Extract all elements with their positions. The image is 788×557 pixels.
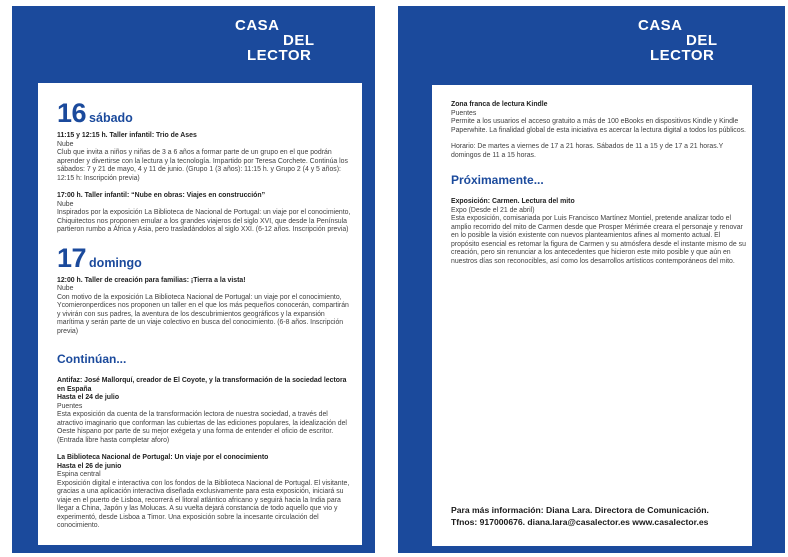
day-header-17 xyxy=(57,242,352,273)
logo-word-casa: CASA xyxy=(638,17,683,34)
exhibition-venue: Espina central xyxy=(57,471,101,478)
exhibition-title: Exposición: Carmen. Lectura del mito xyxy=(451,198,575,205)
casa-del-lector-logo xyxy=(233,18,325,63)
page-left-frame xyxy=(12,6,375,553)
day-header-16 xyxy=(57,98,352,128)
logo-word-casa: CASA xyxy=(235,17,280,34)
event-taller-nube-en-obras xyxy=(57,192,352,235)
contact-info xyxy=(451,505,741,528)
logo-word-lector: LECTOR xyxy=(247,47,312,64)
logo-word-del: DEL xyxy=(283,32,315,49)
exhibition-biblioteca-portugal xyxy=(57,454,352,531)
exhibition-description: Exposición digital e interactiva con los fondos de la Biblioteca Nacional de Portugal. El visitante, gracias a una aplicación interactiva diseñada exclusivamente para esta exposición, iniciará su viaje en el puerto de Lisboa, recorrerá el litoral atlántico africano y seguirá hacia la India para llegar a China, Japón y las Molucas. A su vuelta dejará constancia de todo aquello que vio y experimentó, desde Lisboa a Timor. Una exposición sobre la incesante circulación del conocimiento. xyxy=(57,479,350,529)
exhibition-carmen xyxy=(451,198,747,266)
event-title: 11:15 y 12:15 h. Taller infantil: Trio de Ases xyxy=(57,132,197,139)
exhibition-description: Esta exposición da cuenta de la transformación lectora de nuestra sociedad, a través del atractivo imaginario que conforman las cubiertas de las ediciones populares, la idealización del Oeste hispano por parte de su mejor exégeta y una forma de entender el oficio de escritor. (Entrada libre hasta completar aforo) xyxy=(57,411,347,444)
exhibition-venue: Puentes xyxy=(57,402,83,410)
day-name: domingo xyxy=(89,255,142,270)
exhibition-description: Esta exposición, comisariada por Luis Francisco Martínez Montiel, pretende analizar todo el amplio recorrido del mito de Carmen desde que Prosper Mérimée creara el personaje y renovar en lo posible la visión existente con nuevos planteamientos afines al momento actual. El propósito esencial es retomar la figura de Carmen y su atmósfera desde el instante mismo de su creación, pero sin renunciar a los antecedentes que hicieron este mito posible y que aún en nuestros días son reconocibles, así como los desarrollos artísticos contemporáneos del mito. xyxy=(451,215,746,265)
service-zona-franca-kindle xyxy=(451,101,747,160)
logo-word-del: DEL xyxy=(686,32,718,49)
exhibition-title: Antifaz: José Mallorquí, creador de El Coyote, y la transformación de la sociedad lectora en España xyxy=(57,377,347,393)
day-number: 17 xyxy=(57,242,87,273)
event-title: 17:00 h. Taller infantil: “Nube en obras: Viajes en construcción” xyxy=(57,192,266,199)
event-title: 12:00 h. Taller de creación para familias: ¡Tierra a la vista! xyxy=(57,276,246,284)
event-venue: Nube xyxy=(57,285,74,292)
logo-word-lector: LECTOR xyxy=(650,47,715,64)
service-venue: Puentes xyxy=(451,109,477,117)
page-right-frame xyxy=(398,6,785,553)
service-description: Permite a los usuarios el acceso gratuito a más de 100 eBooks en dispositivos Kindle y Kindle Paperwhite. La finalidad global de esta iniciativa es acercar la lectura digital a todos los públicos. xyxy=(451,118,746,134)
event-venue: Nube xyxy=(57,140,74,148)
casa-del-lector-logo xyxy=(636,18,728,63)
contact-line-2: Tfnos: 917000676. diana.lara@casalector.es www.casalector.es xyxy=(451,516,709,527)
page-left-content xyxy=(38,83,362,545)
exhibition-dates: Hasta el 24 de julio xyxy=(57,394,120,401)
event-description: Club que invita a niños y niñas de 3 a 6 años a formar parte de un grupo en el que podrán aprender y divertirse con la lectura y la tecnología. Impartido por Teresa Corchete. Continúa los sábados: 7 y 21 de mayo, 4 y 11 de junio. (Grupo 1 (3 años): 11:15 h. y Grupo 2 (4 y 5 años): 12:15 h: Inscripción previa) xyxy=(57,149,348,182)
event-taller-tierra-a-la-vista xyxy=(57,277,352,337)
day-name: sábado xyxy=(89,111,133,125)
section-heading-proximamente: Próximamente... xyxy=(451,173,544,187)
exhibition-venue: Expo (Desde el 21 de abril) xyxy=(451,206,535,214)
service-schedule: Horario: De martes a viernes de 17 a 21 horas. Sábados de 11 a 15 y de 17 a 21 horas.Y domingos de 11 a 15 horas. xyxy=(451,143,724,159)
event-venue: Nube xyxy=(57,200,74,208)
page-right-content xyxy=(432,85,752,546)
exhibition-title: La Biblioteca Nacional de Portugal: Un viaje por el conocimiento xyxy=(57,454,269,461)
exhibition-dates: Hasta el 26 de junio xyxy=(57,462,122,470)
event-taller-trio-de-ases xyxy=(57,132,352,183)
service-title: Zona franca de lectura Kindle xyxy=(451,101,548,108)
event-description: Con motivo de la exposición La Biblioteca Nacional de Portugal: un viaje por el conocimiento, Ycomieronperdices nos proponen un taller en el que los más pequeños conocerán, compartirán y vivirán con sus padres, la aventura de los descubrimientos geográficos y la expansión marítima y serán parte de un viaje colectivo en busca del conocimiento. (6-8 años. Inscripción previa) xyxy=(57,293,349,335)
contact-line-1: Para más información: Diana Lara. Directora de Comunicación. xyxy=(451,505,709,515)
event-description: Inspirados por la exposición La Biblioteca de Nacional de Portugal: un viaje por el conocimiento, Chiquitectos nos proponen emular a los grandes viajeros del siglo XVI, que desde la Península partieron rumbo a África y Asia, pero trasladándolos al siglo XXI. (6-12 años. Inscripción previa) xyxy=(57,209,351,233)
exhibition-antifaz xyxy=(57,377,352,445)
section-heading-continuan: Continúan... xyxy=(57,352,127,366)
day-number: 16 xyxy=(57,98,87,128)
